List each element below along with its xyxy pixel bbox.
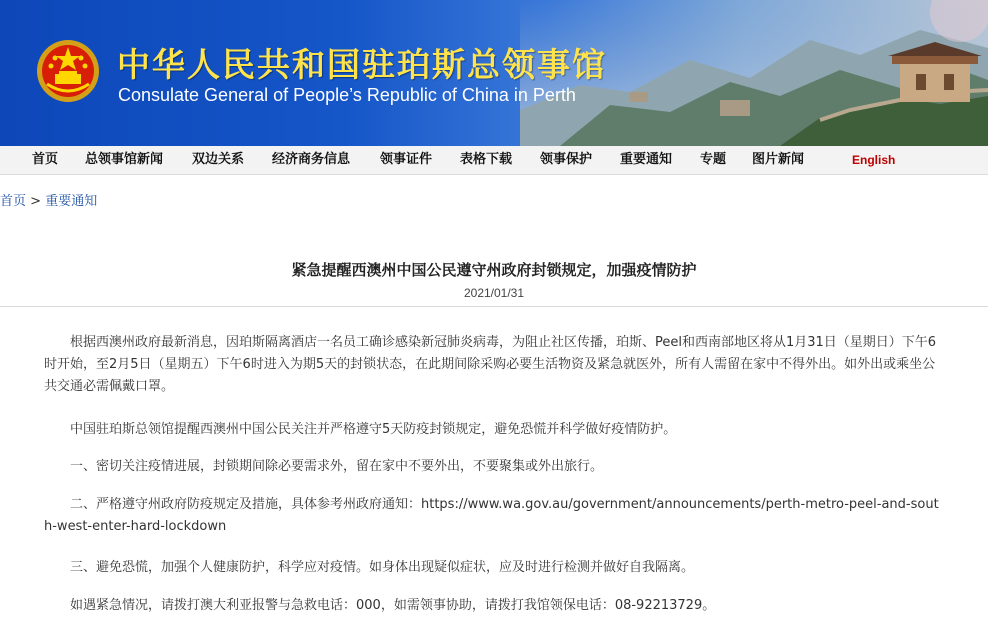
nav-item-english[interactable]: English [852, 153, 896, 167]
breadcrumb-current-link[interactable]: 重要通知 [45, 194, 98, 209]
article-paragraph: 二、严格遵守州政府防疫规定及措施，具体参考州政府通知：https://www.wa.gov.au/government/announcements/perth-metro-peel-and-south-west-enter-hard-lockdown [44, 497, 939, 534]
nav-item-home[interactable]: 首页 [32, 152, 59, 167]
main-nav [0, 146, 988, 175]
article-paragraph: 根据西澳州政府最新消息，因珀斯隔离酒店一名员工确诊感染新冠肺炎病毒，为阻止社区传播，珀斯、Peel和西南部地区将从1月31日（星期日）下午6时开始，至2月5日（星期五）下午6时进入为期5天的封锁状态，在此期间除采购必要生活物资及紧急就医外，所有人需留在家中不得外出。如外出或乘坐公共交通必需佩戴口罩。 [44, 335, 937, 394]
nav-item-consular-docs[interactable]: 领事证件 [380, 152, 433, 167]
breadcrumb-home-link[interactable]: 首页 [0, 194, 27, 209]
site-title-english: Consulate General of People’s Republic of China in Perth [118, 85, 576, 105]
article-paragraph: 三、避免恐慌，加强个人健康防护，科学应对疫情。如身体出现疑似症状，应及时进行检测并做好自我隔离。 [70, 560, 695, 575]
breadcrumb-separator: > [30, 194, 42, 209]
nav-item-forms[interactable]: 表格下载 [460, 152, 513, 167]
article-paragraph: 一、密切关注疫情进展，封锁期间除必要需求外，留在家中不要外出，不要聚集或外出旅行。 [70, 459, 604, 474]
breadcrumb [0, 190, 97, 209]
article-date: 2021/01/31 [463, 286, 525, 300]
nav-item-consulate-news[interactable]: 总领事馆新闻 [85, 152, 164, 167]
nav-item-protection[interactable]: 领事保护 [540, 152, 593, 167]
article-title: 紧急提醒西澳州中国公民遵守州政府封锁规定，加强疫情防护 [291, 261, 697, 279]
header-banner [0, 0, 988, 146]
nav-item-topics[interactable]: 专题 [700, 152, 727, 167]
nav-item-photo-news[interactable]: 图片新闻 [752, 152, 805, 167]
national-emblem-icon [35, 38, 101, 104]
article-paragraph: 中国驻珀斯总领馆提醒西澳州中国公民关注并严格遵守5天防疫封锁规定，避免恐慌并科学做好疫情防护。 [70, 422, 677, 437]
title-divider [0, 306, 988, 307]
article-paragraph: 如遇紧急情况，请拨打澳大利亚报警与急救电话：000，如需领事协助，请拨打我馆领保电话：08-92213729。 [70, 598, 716, 613]
nav-item-notices[interactable]: 重要通知 [620, 152, 673, 167]
nav-item-bilateral[interactable]: 双边关系 [192, 152, 245, 167]
site-title-chinese: 中华人民共和国驻珀斯总领事馆 [117, 45, 607, 84]
nav-item-economic[interactable]: 经济商务信息 [272, 152, 351, 167]
